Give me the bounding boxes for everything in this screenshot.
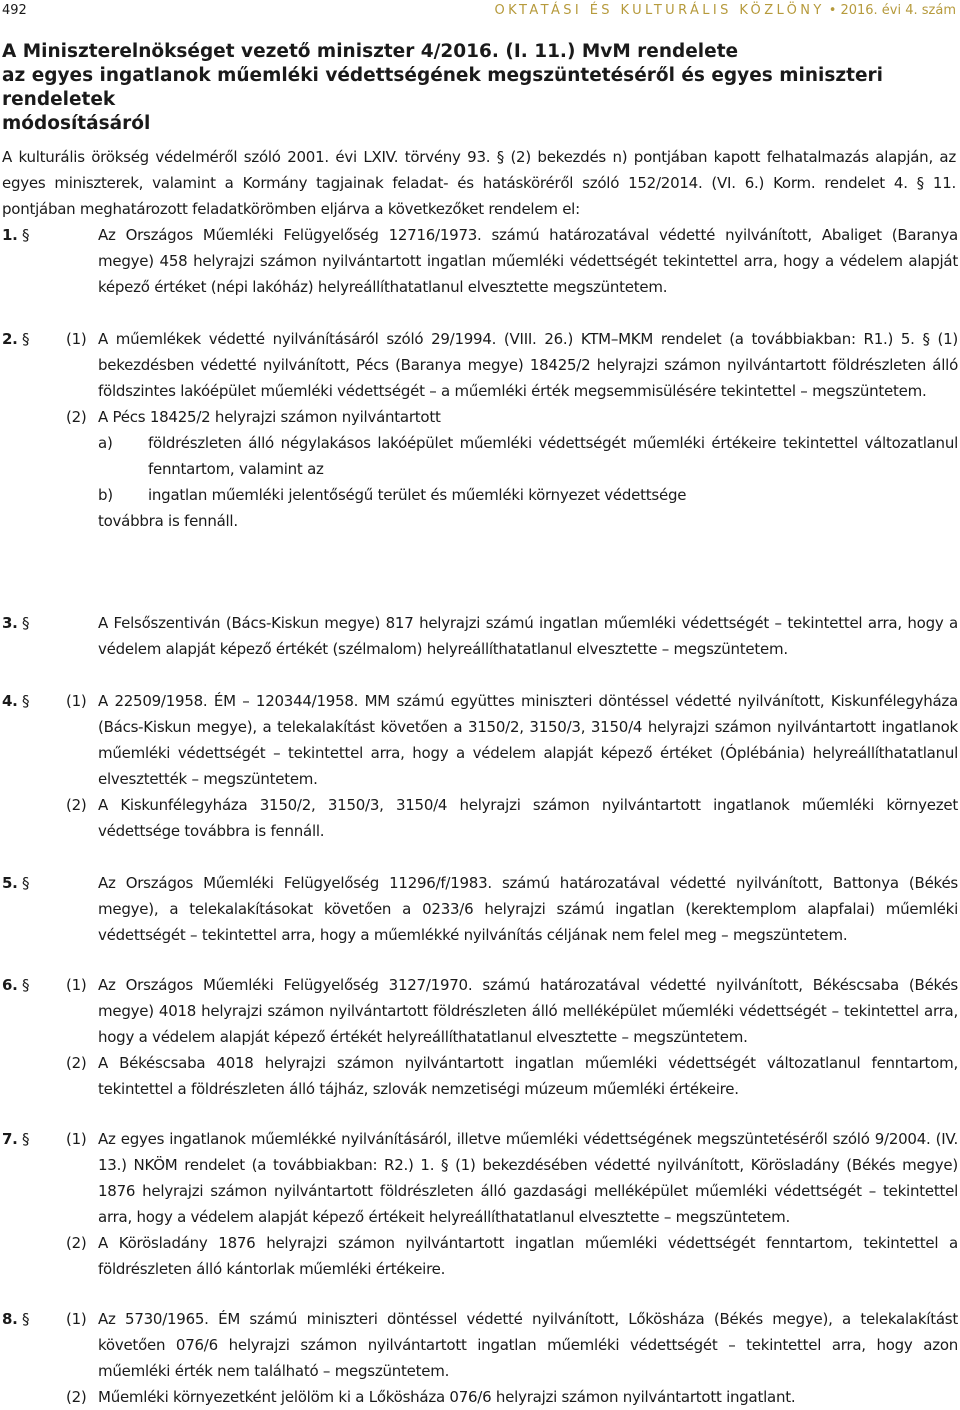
subsection-text: Műemléki környezetként jelölöm ki a Lőkösháza 076/6 helyrajzi számon nyilvántartott ingatlant.	[98, 1388, 796, 1406]
section-sign: §	[22, 330, 30, 348]
subsection-text: Az 5730/1965. ÉM számú miniszteri döntéssel védetté nyilvánított, Lőkösháza (Békés megye), a telekalakítást követően 076/6 helyrajzi számon nyilvántartott ingatlan műemléki védettségét – tekintettel arra, hogy azon műemléki érték nem található – megszüntetem.	[98, 1310, 958, 1380]
subsection-1	[2, 972, 958, 1050]
section-number: 8.	[2, 1310, 18, 1328]
point-a	[2, 430, 958, 482]
section-sign: §	[22, 614, 30, 632]
section-8	[2, 1306, 958, 1410]
section-number: 4.	[2, 692, 18, 710]
subsection-text: A Pécs 18425/2 helyrajzi számon nyilvántartott	[98, 408, 441, 426]
subsection-number: (1)	[66, 330, 87, 348]
subsection-text: Az Országos Műemléki Felügyelőség 3127/1970. számú határozatával védetté nyilvánított, Békéscsaba (Békés megye) 4018 helyrajzi számon nyilvántartott földrészleten álló melléképület műemléki védettségét – tekintettel arra, hogy a védelem alapját képező értékét helyreállíthatatlanul elvesztette – megszüntetem.	[98, 976, 958, 1046]
section-sign: §	[22, 1130, 30, 1148]
subsection-text: A Békéscsaba 4018 helyrajzi számon nyilvántartott ingatlan műemléki védettségét változatlanul fenntartom, tekintettel a földrészleten álló tájház, szlovák nemzetiségi múzeum műemléki értékeire.	[98, 1054, 958, 1098]
point-mark: a)	[98, 434, 113, 452]
section-1	[2, 222, 958, 300]
subsection-text: A Kiskunfélegyháza 3150/2, 3150/3, 3150/4 helyrajzi számon nyilvántartott ingatlanok műemléki környezet védettsége továbbra is fennáll.	[98, 796, 958, 840]
subsection-number: (2)	[66, 796, 87, 814]
section-4	[2, 688, 958, 844]
journal-header	[494, 0, 956, 22]
section-sign: §	[22, 874, 30, 892]
subsection-number: (2)	[66, 1234, 87, 1252]
section-number: 6.	[2, 976, 18, 994]
subsection-1	[2, 1126, 958, 1230]
section-sign: §	[22, 226, 30, 244]
preamble: A kulturális örökség védelméről szóló 2001. évi LXIV. törvény 93. § (2) bekezdés n) pontjában kapott felhatalmazás alapján, az egyes miniszterek, valamint a Kormány tagjainak feladat- és hatásköréről szóló 152/2014. (VI. 6.) Korm. rendelet 4. § 11. pontjában meghatározott feladatkörömben eljárva a következőket rendelem el:	[2, 148, 956, 218]
subsection-text: A Körösladány 1876 helyrajzi számon nyilvántartott ingatlan műemléki védettségét fenntartom, tekintettel a földrészleten álló kántorlak műemléki értékeire.	[98, 1234, 958, 1278]
page-header	[0, 0, 960, 26]
section-number: 1.	[2, 226, 18, 244]
decree-title	[2, 40, 952, 136]
subsection-2	[2, 1050, 958, 1102]
subsection-number: (1)	[66, 976, 87, 994]
section-5	[2, 870, 958, 948]
title-line-1: A Miniszterelnökséget vezető miniszter 4/2016. (I. 11.) MvM rendelete	[2, 41, 739, 62]
subsection-1	[2, 1306, 958, 1384]
section-sign: §	[22, 692, 30, 710]
subsection-1	[2, 688, 958, 792]
section-text: Az Országos Műemléki Felügyelőség 12716/1973. számú határozatával védetté nyilvánított, Abaliget (Baranya megye) 458 helyrajzi számon nyilvántartott ingatlan műemléki védettségét tekintettel arra, hogy a védelem alapját képező értéket (népi lakóház) helyreállíthatatlanul elvesztette megszüntetem.	[98, 226, 958, 296]
title-line-3: módosításáról	[2, 113, 151, 134]
subsection-text: A műemlékek védetté nyilvánításáról szóló 29/1994. (VIII. 26.) KTM–MKM rendelet (a továbbiakban: R1.) 5. § (1) bekezdésben védetté nyilvánított, Pécs (Baranya megye) 18425/2 helyrajzi számon nyilvántartott földrészleten álló földszintes lakóépület műemléki védettségét – a műemléki érték megsemmisülésére tekintettel – megszüntetem.	[98, 330, 958, 400]
section-7	[2, 1126, 958, 1282]
point-b	[2, 482, 958, 508]
section-3	[2, 610, 958, 662]
subsection-number: (1)	[66, 1310, 87, 1328]
subsection-2	[2, 404, 958, 430]
section-number: 5.	[2, 874, 18, 892]
section-number: 7.	[2, 1130, 18, 1148]
subsection-2	[2, 792, 958, 844]
subsection-number: (2)	[66, 408, 87, 426]
point-text: ingatlan műemléki jelentőségű terület és műemléki környezet védettsége	[148, 486, 687, 504]
section-6	[2, 972, 958, 1102]
section-number: 3.	[2, 614, 18, 632]
subsection-1	[2, 326, 958, 404]
section-sign: §	[22, 976, 30, 994]
point-mark: b)	[98, 486, 113, 504]
section-number: 2.	[2, 330, 18, 348]
point-text: földrészleten álló négylakásos lakóépület műemléki védettségét műemléki értékeire tekintettel változatlanul fenntartom, valamint az	[148, 434, 958, 478]
subsection-number: (1)	[66, 692, 87, 710]
subsection-number: (2)	[66, 1388, 87, 1406]
subsection-text: A 22509/1958. ÉM – 120344/1958. MM számú együttes miniszteri döntéssel védetté nyilvánított, Kiskunfélegyháza (Bács-Kiskun megye), a telekalakítást követően a 3150/2, 3150/3, 3150/4 helyrajzi számon nyilvántartott ingatlanok műemléki védettségét – tekintettel arra, hogy a védelem alapját képező értéket (Óplébánia) helyreállíthatatlanul elvesztették – megszüntetem.	[98, 692, 958, 788]
subsection-number: (1)	[66, 1130, 87, 1148]
journal-name: OKTATÁSI ÉS KULTURÁLIS KÖZLÖNY	[494, 3, 825, 18]
section-sign: §	[22, 1310, 30, 1328]
title-line-2: az egyes ingatlanok műemléki védettségének megszüntetéséről és egyes miniszteri rendeletek	[2, 65, 883, 110]
subsection-2	[2, 1230, 958, 1282]
issue-label: 2016. évi 4. szám	[840, 3, 956, 18]
page-number: 492	[2, 3, 27, 18]
subsection-number: (2)	[66, 1054, 87, 1072]
section-text: A Felsőszentiván (Bács-Kiskun megye) 817 helyrajzi számú ingatlan műemléki védettségét – tekintettel arra, hogy a védelem alapját képező értékét (szélmalom) helyreállíthatatlanul elvesztette – megszüntetem.	[98, 614, 958, 658]
closing-text: továbbra is fennáll.	[98, 512, 238, 530]
subsection-text: Az egyes ingatlanok műemlékké nyilvánításáról, illetve műemléki védettségének megszüntetéséről szóló 9/2004. (IV. 13.) NKÖM rendelet (a továbbiakban: R2.) 1. § (1) bekezdésében védetté nyilvánított, Körösladány (Békés megye) 1876 helyrajzi számon nyilvántartott földrészleten álló gazdasági melléképület műemléki védettségét – tekintettel arra, hogy a védelem alapját képező értékeit helyreállíthatatlanul elvesztette – megszüntetem.	[98, 1130, 958, 1226]
section-text: Az Országos Műemléki Felügyelőség 11296/f/1983. számú határozatával védetté nyilvánított, Battonya (Békés megye), a telekalakításokat követően a 0233/6 helyrajzi számú ingatlan (kerektemplom alapfalai) műemléki védettségét – tekintettel arra, hogy a műemlékké nyilvánítás céljának nem felel meg – megszüntetem.	[98, 874, 958, 944]
section-2	[2, 326, 958, 534]
header-separator: •	[828, 3, 837, 18]
subsection-2	[2, 1384, 958, 1410]
